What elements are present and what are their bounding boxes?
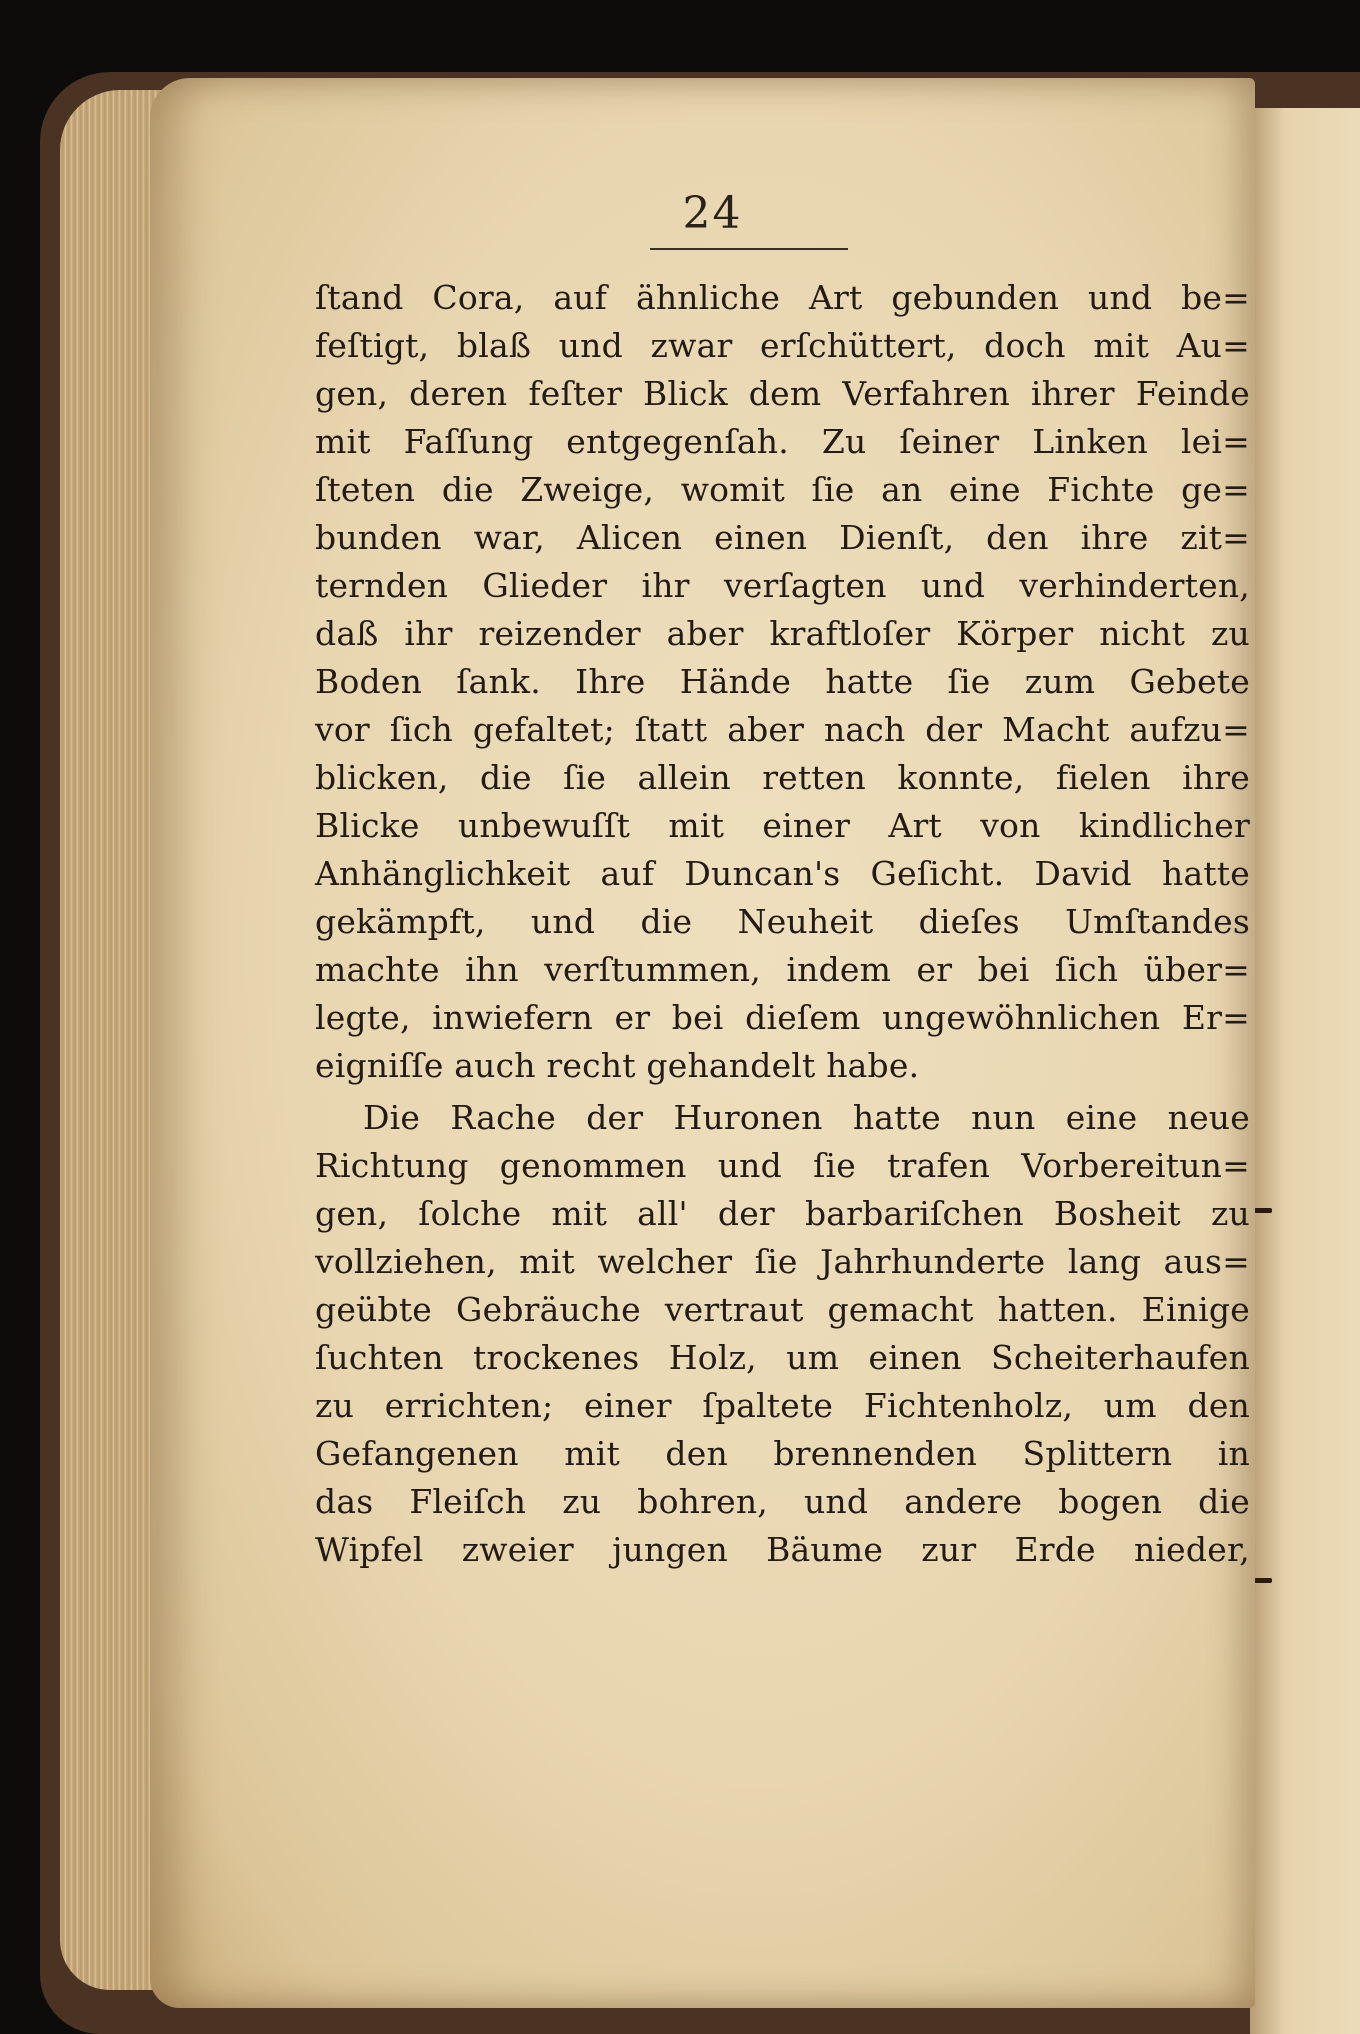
text-line: vor ſich gefaltet; ſtatt aber nach der Macht aufzu= <box>315 710 1250 749</box>
page-edge-mark <box>1254 1208 1272 1213</box>
text-line: legte, inwiefern er bei dieſem ungewöhnlichen Er= <box>315 998 1250 1037</box>
text-line: Die Rache der Huronen hatte nun eine neue <box>363 1098 1250 1137</box>
paragraph <box>315 1094 1250 1574</box>
text-line: eigniſſe auch recht gehandelt habe. <box>315 1046 920 1085</box>
header-rule <box>650 248 848 250</box>
text-line: gekämpft, und die Neuheit dieſes Umſtandes <box>315 902 1250 941</box>
text-line: machte ihn verſtummen, indem er bei ſich über= <box>315 950 1250 989</box>
page-number: 24 <box>682 188 743 239</box>
text-line: ſteten die Zweige, womit ſie an eine Fichte ge= <box>315 470 1250 509</box>
text-line: geübte Gebräuche vertraut gemacht hatten. Einige <box>315 1290 1250 1329</box>
text-line: Gefangenen mit den brennenden Splittern in <box>315 1434 1250 1473</box>
text-line: vollziehen, mit welcher ſie Jahrhunderte lang aus= <box>315 1242 1250 1281</box>
paragraph <box>315 274 1250 1090</box>
text-line: daß ihr reizender aber kraftloſer Körper nicht zu <box>315 614 1250 653</box>
text-line: ternden Glieder ihr verſagten und verhinderten, <box>315 566 1250 605</box>
text-line: das Fleiſch zu bohren, und andere bogen die <box>315 1482 1250 1521</box>
text-line: Wipfel zweier jungen Bäume zur Erde nieder, <box>315 1530 1250 1569</box>
book-page <box>150 78 1255 2008</box>
text-line: Richtung genommen und ſie trafen Vorbereitun= <box>315 1146 1250 1185</box>
text-line: ſuchten trockenes Holz, um einen Scheiterhaufen <box>315 1338 1250 1377</box>
text-line: ſtand Cora, auf ähnliche Art gebunden und be= <box>315 278 1250 317</box>
page-edge-mark <box>1254 1578 1272 1583</box>
text-line: mit Faſſung entgegenſah. Zu ſeiner Linken lei= <box>315 422 1250 461</box>
text-line: Anhänglichkeit auf Duncan's Geſicht. David hatte <box>315 854 1250 893</box>
text-line: Boden ſank. Ihre Hände hatte ſie zum Gebete <box>315 662 1250 701</box>
text-line: gen, ſolche mit all' der barbariſchen Bosheit zu <box>315 1194 1250 1233</box>
text-line: gen, deren feſter Blick dem Verfahren ihrer Feinde <box>315 374 1250 413</box>
text-line: bunden war, Alicen einen Dienſt, den ihre zit= <box>315 518 1250 557</box>
text-line: feſtigt, blaß und zwar erſchüttert, doch mit Au= <box>315 326 1250 365</box>
text-line: zu errichten; einer ſpaltete Fichtenholz, um den <box>315 1386 1250 1425</box>
text-line: Blicke unbewuſſt mit einer Art von kindlicher <box>315 806 1250 845</box>
next-page-edge <box>1250 108 1360 2034</box>
text-body <box>315 274 1250 1574</box>
text-line: blicken, die ſie allein retten konnte, fielen ihre <box>315 758 1250 797</box>
